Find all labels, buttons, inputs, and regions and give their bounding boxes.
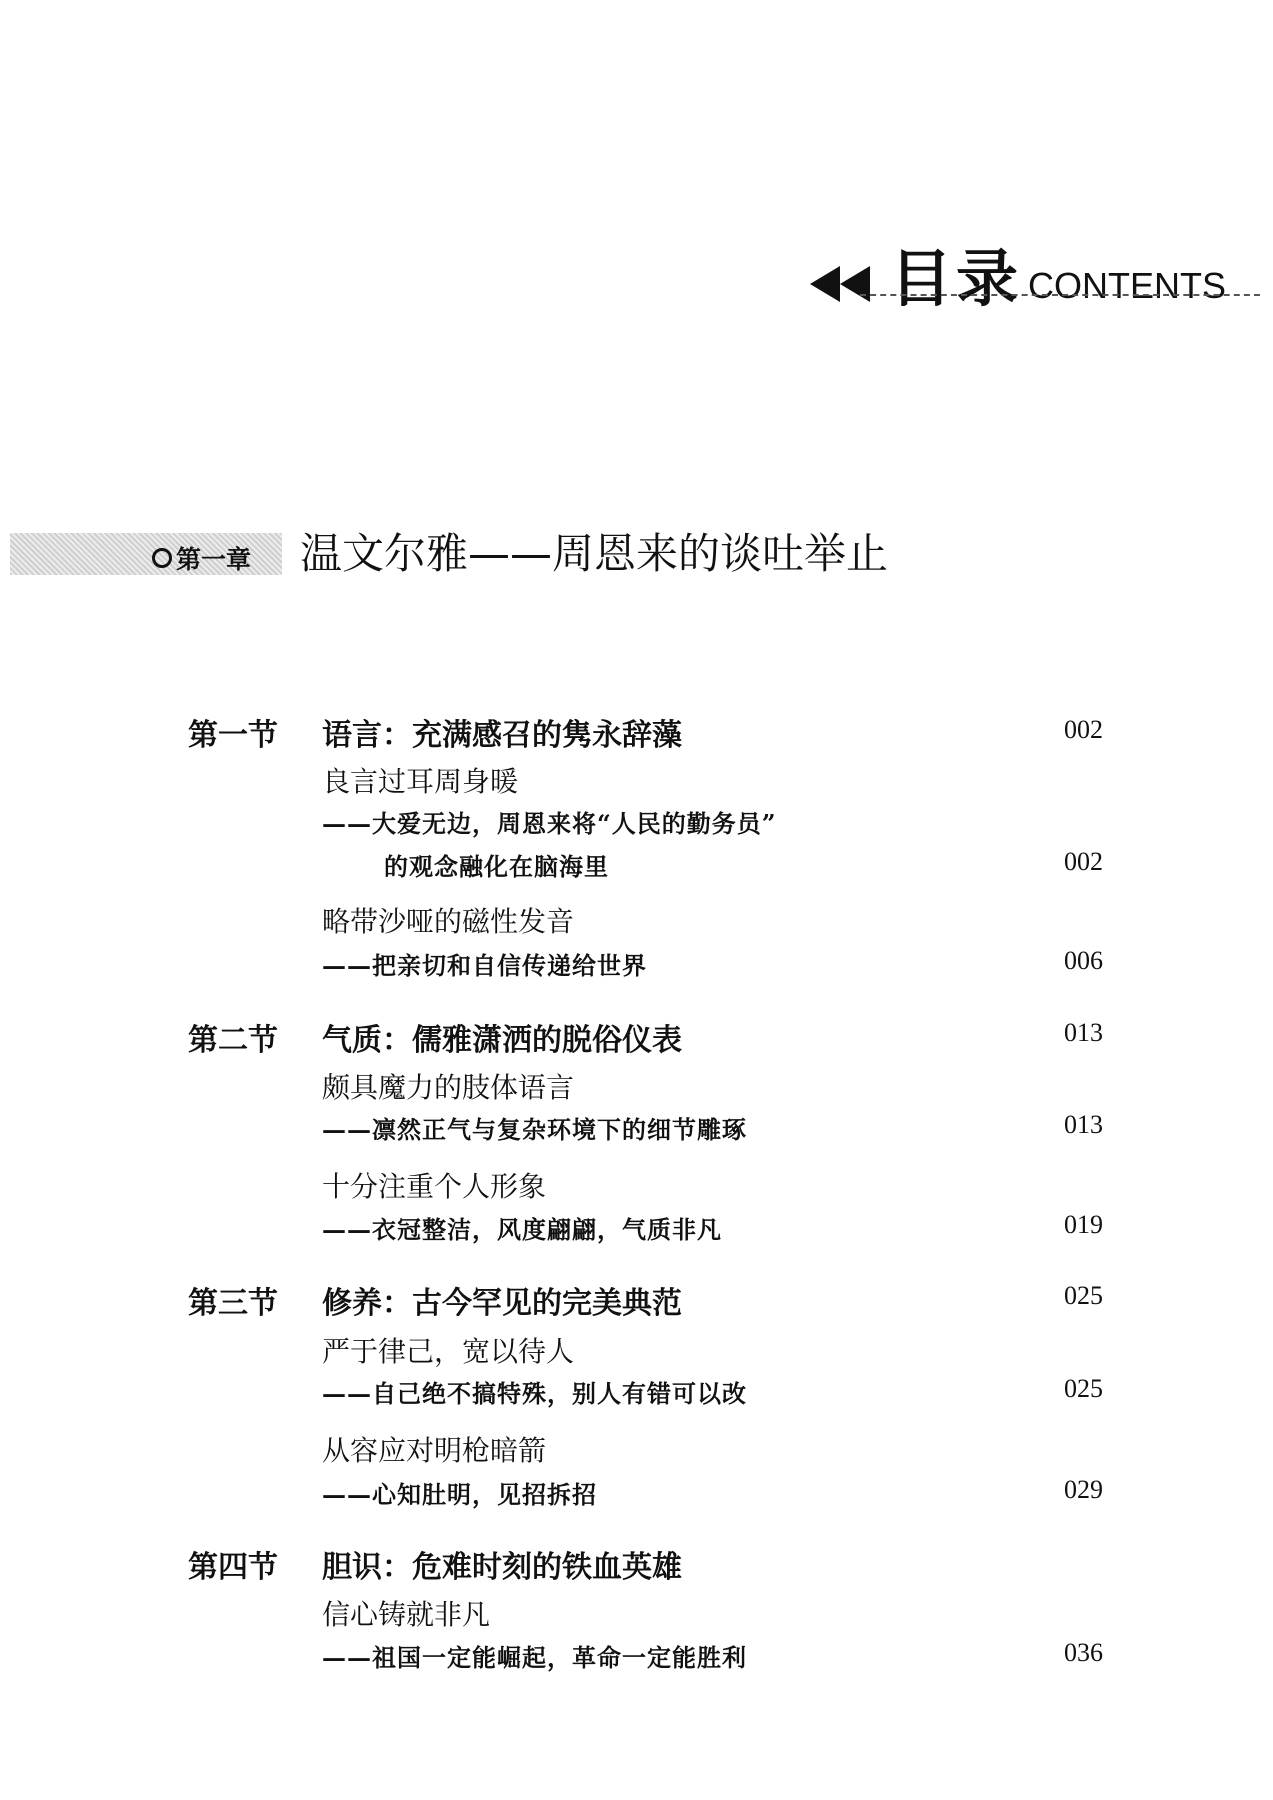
section-page-number: 013 <box>1064 1018 1103 1047</box>
entry-title[interactable]: 严于律己，宽以待人 <box>322 1335 575 1368</box>
rewind-arrows-icon <box>810 264 872 304</box>
chapter-label-text: 第一章 <box>176 545 252 574</box>
toc-title-cn: 目录 <box>890 242 1023 315</box>
section-title[interactable]: 胆识：危难时刻的铁血英雄 <box>322 1550 682 1585</box>
header-divider <box>860 294 1260 296</box>
circle-bullet-icon <box>152 548 172 568</box>
entry-title[interactable]: 略带沙哑的磁性发音 <box>322 905 575 938</box>
entry-subtitle: ——把亲切和自信传递给世界 <box>322 951 647 980</box>
section-label: 第三节 <box>188 1286 278 1321</box>
entry-page-number: 019 <box>1064 1210 1103 1239</box>
entry-subtitle: ——衣冠整洁，风度翩翩，气质非凡 <box>322 1215 722 1244</box>
section-page-number: 025 <box>1064 1281 1103 1310</box>
entry-subtitle: ——祖国一定能崛起，革命一定能胜利 <box>322 1643 747 1672</box>
section-label: 第二节 <box>188 1023 278 1058</box>
entry-title[interactable]: 从容应对明枪暗箭 <box>322 1434 547 1467</box>
entry-title[interactable]: 十分注重个人形象 <box>322 1170 547 1203</box>
entry-title[interactable]: 颇具魔力的肢体语言 <box>322 1071 575 1104</box>
section-title[interactable]: 修养：古今罕见的完美典范 <box>322 1286 682 1321</box>
chapter-title: 温文尔雅——周恩来的谈吐举止 <box>300 529 889 578</box>
entry-title[interactable]: 良言过耳周身暖 <box>322 765 519 798</box>
entry-page-number: 036 <box>1064 1638 1103 1667</box>
toc-header <box>810 242 1227 315</box>
section-title[interactable]: 气质：儒雅潇洒的脱俗仪表 <box>322 1023 682 1058</box>
entry-page-number: 006 <box>1064 946 1103 975</box>
entry-subtitle-continued: 的观念融化在脑海里 <box>384 852 609 881</box>
section-label: 第四节 <box>188 1550 278 1585</box>
entry-title[interactable]: 信心铸就非凡 <box>322 1598 491 1631</box>
toc-title-en: CONTENTS <box>1028 265 1227 306</box>
entry-subtitle: ——凛然正气与复杂环境下的细节雕琢 <box>322 1115 747 1144</box>
entry-page-number: 002 <box>1064 847 1103 876</box>
entry-subtitle: ——自己绝不搞特殊，别人有错可以改 <box>322 1379 747 1408</box>
section-page-number: 002 <box>1064 715 1103 744</box>
entry-subtitle: ——大爱无边，周恩来将“人民的勤务员” <box>322 809 777 838</box>
chapter-label <box>152 540 251 576</box>
section-title[interactable]: 语言：充满感召的隽永辞藻 <box>322 718 682 753</box>
entry-page-number: 029 <box>1064 1475 1103 1504</box>
entry-subtitle: ——心知肚明，见招拆招 <box>322 1480 597 1509</box>
entry-page-number: 013 <box>1064 1110 1103 1139</box>
section-label: 第一节 <box>188 718 278 753</box>
entry-page-number: 025 <box>1064 1374 1103 1403</box>
